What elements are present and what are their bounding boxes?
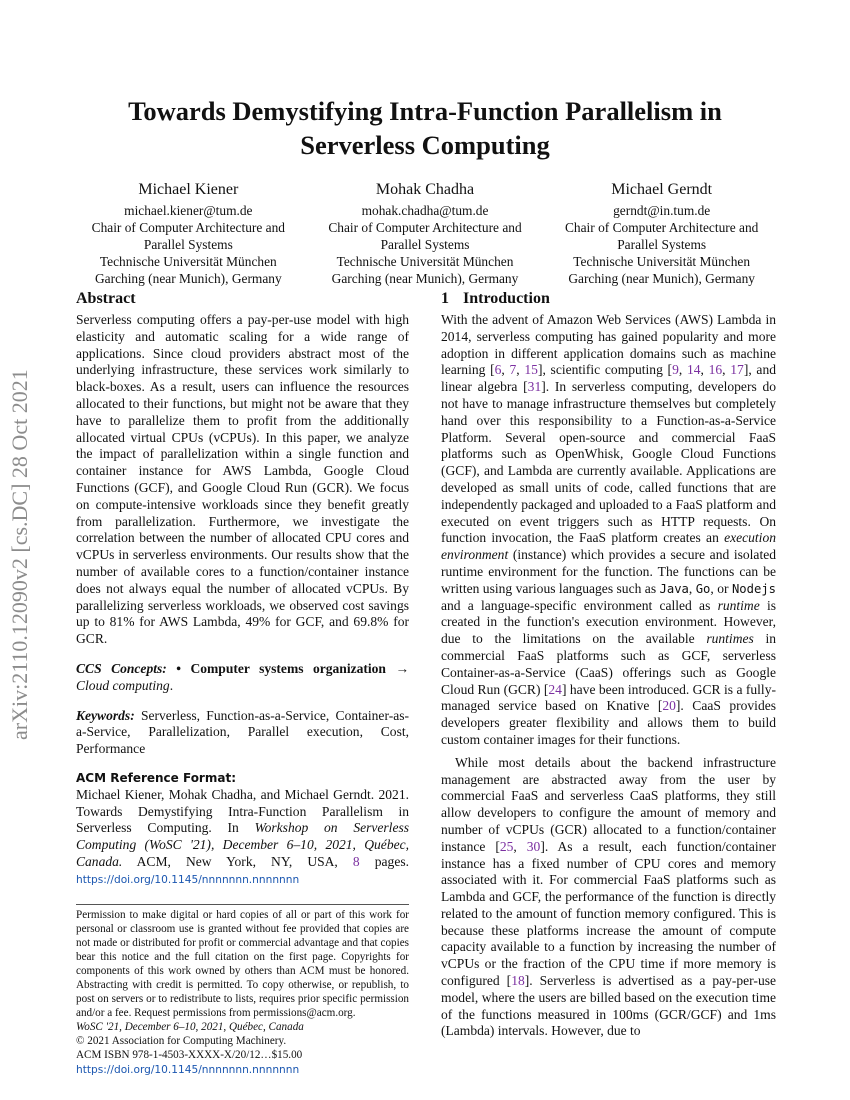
right-column: [441, 288, 776, 1040]
author-institution: Technische Universität München: [99, 254, 277, 269]
author-location: Garching (near Munich), Germany: [95, 271, 282, 286]
citation-link[interactable]: 30: [526, 838, 541, 854]
intro-paragraph-2: [441, 755, 776, 1041]
text-run: ,: [678, 362, 687, 378]
citation-link[interactable]: 18: [511, 973, 525, 989]
italic-term: runtimes: [706, 631, 754, 647]
isbn: ACM ISBN 978-1-4503-XXXX-X/20/12…$15.00: [76, 1049, 303, 1062]
author-affiliation-2: Parallel Systems: [380, 237, 470, 252]
footnote-rule: [76, 904, 409, 905]
author-institution: Technische Universität München: [336, 254, 514, 269]
author-block: [70, 179, 780, 287]
text-run: (instance) which provides a secure and isolated runtime environment for the function. The functions can be written using various languages such as: [441, 547, 776, 596]
code-term: Go: [695, 581, 711, 596]
author-location: Garching (near Munich), Germany: [568, 271, 755, 286]
permission-venue: WoSC '21, December 6–10, 2021, Québec, Canada: [76, 1021, 304, 1034]
text-run: ], scientific computing [: [537, 362, 673, 378]
acm-reference: [76, 787, 409, 889]
keywords-label: Keywords:: [76, 707, 135, 723]
ccs-concepts: [76, 661, 409, 695]
text-run: ,: [700, 362, 709, 378]
left-column: [76, 288, 409, 1077]
author-institution: Technische Universität München: [573, 254, 751, 269]
author-affiliation: Chair of Computer Architecture and: [328, 220, 522, 235]
text-run: ], and linear algebra [: [441, 362, 776, 395]
author-email: mohak.chadha@tum.de: [361, 203, 489, 218]
ccs-bullet: • Computer systems organization: [176, 660, 386, 676]
code-term: Java: [659, 581, 689, 596]
code-term: Nodejs: [731, 581, 776, 596]
citation-link[interactable]: 7: [509, 362, 517, 378]
citation-link[interactable]: 20: [662, 698, 676, 714]
keywords-text: Serverless, Function-as-a-Service, Container-as-a-Service, Parallelization, Parallel execution, Cost, Performance: [76, 707, 409, 757]
ccs-rest: Cloud computing: [76, 677, 170, 693]
text-run: ]. Serverless is advertised as a pay-per-use model, where the users are billed based on the execution time of the functions measured in 100ms (GCR/GCF) and 1ms (Lambda) intervals. However, due to: [441, 973, 776, 1039]
citation-link[interactable]: 15: [524, 362, 538, 378]
author-location: Garching (near Munich), Germany: [331, 271, 519, 286]
doi-link[interactable]: https://doi.org/10.1145/nnnnnnn.nnnnnnn: [76, 873, 300, 886]
acm-ref-text: Michael Kiener, Mohak Chadha, and Michael Gerndt. 2021. Towards Demystifying Intra-Function Parallelism in Serverless Computing. In: [76, 786, 409, 836]
author-affiliation: Chair of Computer Architecture and: [564, 220, 759, 235]
citation-link[interactable]: 6: [494, 362, 502, 378]
copyright: © 2021 Association for Computing Machinery.: [76, 1035, 287, 1048]
permission-notice: [76, 908, 409, 1077]
text-run: ,: [501, 362, 510, 378]
text-run: ,: [513, 838, 527, 854]
italic-term: execution environment: [441, 530, 776, 563]
citation-link[interactable]: 17: [730, 362, 744, 378]
author-name: Michael Gerndt: [611, 181, 713, 198]
abstract-heading: Abstract: [76, 290, 136, 307]
author-1: [70, 179, 307, 287]
permission-text: Permission to make digital or hard copies of all or part of this work for personal or classroom use is granted without fee provided that copies are not made or distributed for profit or commercial advantage and that copies bear this notice and the full citation on the first page. Copyrights for components of this work owned by others than ACM must be honored. Abstracting with credit is permitted. To copy otherwise, or republish, to post on servers or to redistribute to lists, requires prior specific permission and/or a fee. Request permissions from permissions@acm.org.: [76, 908, 409, 1020]
italic-term: runtime: [717, 597, 760, 613]
abstract-text: Serverless computing offers a pay-per-use model with high elasticity and automatic scaling for a wide range of applications. Since cloud providers abstract most of the underlying infrastructure, these services work similarly to black-boxes. As a result, users can influence the resources allocated to their functions, but might not be aware that they have to parallelize them to profit from the additionally allocated virtual CPUs (vCPUs). In this paper, we analyze the impact of parallelization within a single function and container instance for AWS Lambda, Google Cloud Functions (GCF), and Google Cloud Run (GCR). We focus on compute-intensive workloads since they benefit greatly from parallelization. Furthermore, we investigate the correlation between the number of allocated CPU cores and vCPUs in serverless environments. Our results show that the number of available cores to a function/container instance does not always equal the number of allocated vCPUs. By parallelizing serverless workloads, we observed cost savings up to 81% for AWS Lambda, 49% for GCF, and 69.8% for GCR.: [76, 312, 409, 647]
text-run: With the advent of Amazon Web Services (AWS) Lambda in 2014, serverless computing has gained popularity and more adoption in different application domains such as machine learning [: [441, 312, 776, 378]
paper-title: [60, 94, 790, 162]
author-name: Mohak Chadha: [375, 181, 475, 198]
author-affiliation: Chair of Computer Architecture and: [91, 220, 286, 235]
text-run: ]. In serverless computing, developers do not have to manage infrastructure themselves but completely hand over this responsibility to a Function-as-a-Service Platform. Several open-source and commercial FaaS platforms such as OpenWhisk, Google Cloud Functions (GCF), and Lambda are currently available. Applications are developed as small units of code, called functions that are independently packaged and uploaded to a FaaS platform and executed on event triggers such as HTTP requests. On function invocation, the FaaS platform creates an: [441, 379, 777, 546]
author-3: [543, 179, 780, 287]
author-email: gerndt@in.tum.de: [613, 203, 711, 218]
acm-ref-pages: pages.: [359, 853, 409, 869]
citation-link[interactable]: 9: [672, 362, 679, 378]
title-line-2: Serverless Computing: [300, 130, 550, 160]
author-name: Michael Kiener: [138, 181, 239, 198]
text-run: ] have been introduced. GCR is a fully-managed service based on Knative [: [441, 681, 776, 714]
text-run: , or: [710, 580, 732, 596]
citation-link[interactable]: 14: [686, 362, 701, 378]
citation-link[interactable]: 16: [708, 362, 723, 378]
section-number: 1: [441, 290, 449, 307]
ccs-label: CCS Concepts:: [76, 660, 167, 676]
citation-link[interactable]: 31: [527, 379, 542, 395]
text-run: ]. As a result, each function/container instance has a fixed number of CPU cores and memory associated with it. For commercial FaaS platforms such as Lambda and GCF, the performance of the function is directly related to the amount of function memory configured. This is because these platforms increase the amount of compute capacity available to a function by increasing the number of vCPUs or the fraction of the CPU time if more memory is configured [: [441, 838, 776, 989]
text-run: ,: [516, 362, 525, 378]
permission-doi-link[interactable]: https://doi.org/10.1145/nnnnnnn.nnnnnnn: [76, 1063, 300, 1076]
page-count-link[interactable]: 8: [352, 853, 360, 869]
section-title: Introduction: [463, 290, 550, 307]
author-email: michael.kiener@tum.de: [124, 203, 253, 218]
citation-link[interactable]: 25: [499, 838, 514, 854]
author-affiliation-2: Parallel Systems: [617, 237, 707, 252]
acm-ref-venue: Workshop on Serverless Computing (WoSC '21), December 6–10, 2021, Québec, Canada.: [76, 820, 409, 869]
title-line-1: Towards Demystifying Intra-Function Parallelism in: [128, 96, 722, 126]
introduction-heading: [441, 288, 776, 310]
text-run: ,: [722, 362, 731, 378]
ccs-end: .: [169, 677, 174, 693]
author-affiliation-2: Parallel Systems: [143, 237, 233, 252]
text-run: in commercial FaaS platforms such as GCF, serverless Container-as-a-Service (CaaS) offerings such as Google Cloud Run (GCR) [: [441, 631, 776, 697]
acm-reference-heading: ACM Reference Format:: [76, 770, 236, 785]
text-run: ,: [688, 580, 696, 596]
keywords: [76, 708, 409, 758]
text-run: While most details about the backend infrastructure management are abstracted away from the user by commercial FaaS and serverless CaaS platforms, they still allow developers to configure the amount of memory and number of vCPUs (GCR) allocated to a function/container instance [: [441, 754, 776, 854]
citation-link[interactable]: 24: [548, 681, 562, 697]
text-run: is created in the function's execution environment. However, due to the limitations on the available: [441, 597, 776, 647]
author-2: [307, 179, 544, 287]
acm-ref-text-2: ACM, New York, NY, USA,: [122, 853, 353, 869]
ccs-arrow: →: [385, 660, 409, 676]
text-run: ]. CaaS provides developers greater flexibility and allows them to build custom container images for their functions.: [441, 698, 776, 747]
arxiv-stamp: arXiv:2110.12090v2 [cs.DC] 28 Oct 2021: [7, 369, 32, 741]
intro-paragraph-1: [441, 312, 776, 749]
text-run: and a language-specific environment called as: [441, 597, 718, 613]
